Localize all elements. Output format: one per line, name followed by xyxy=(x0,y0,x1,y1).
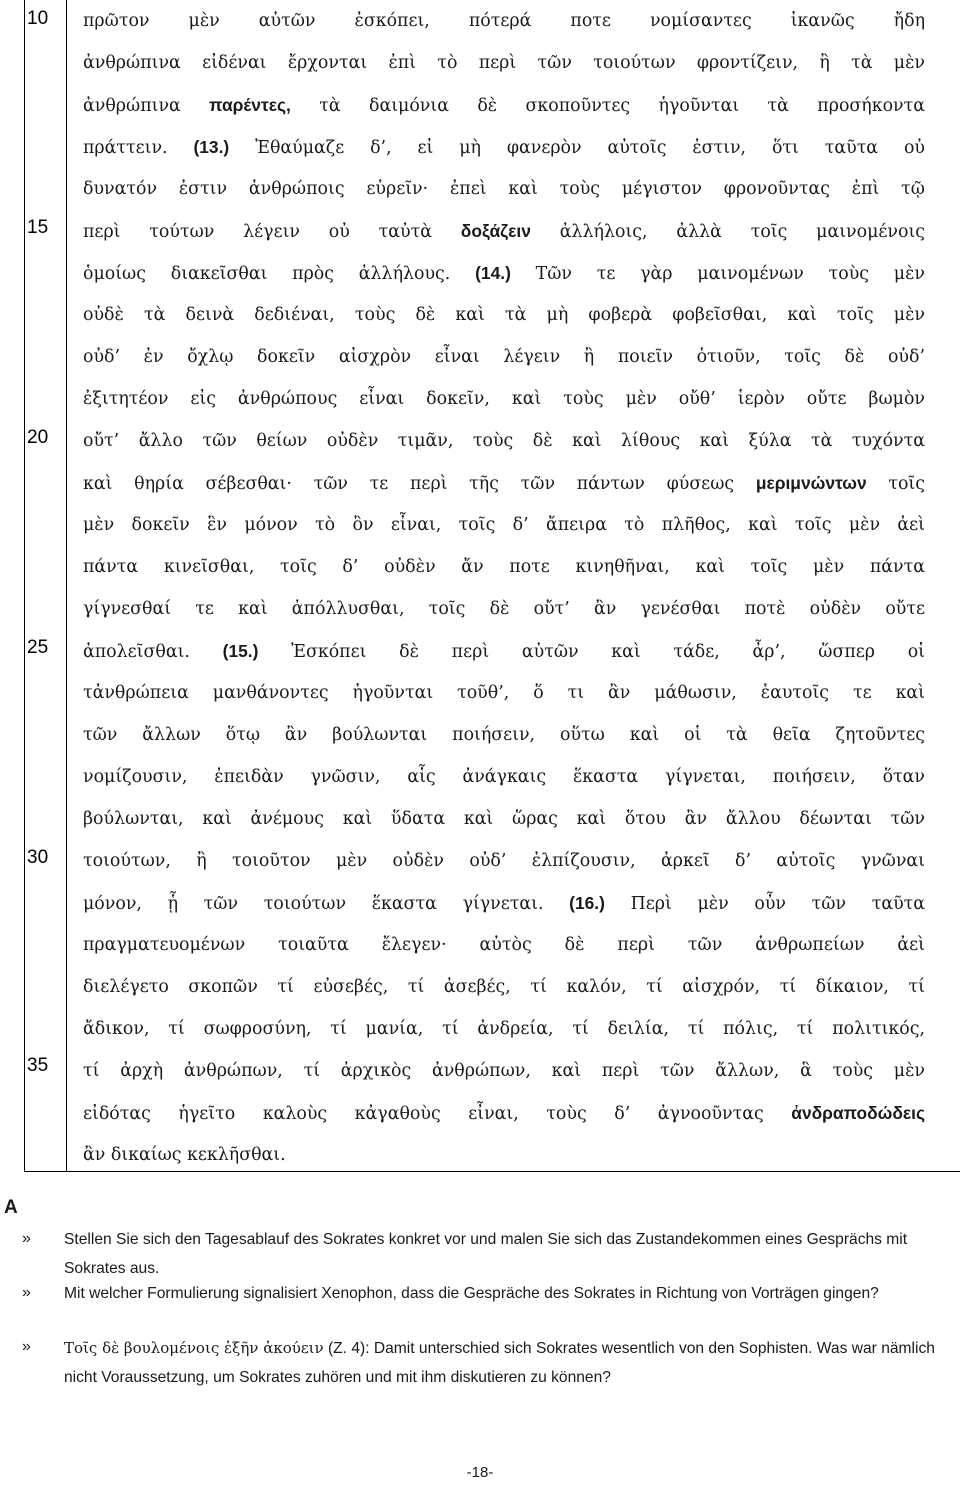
greek-line: τῶν ἄλλων ὅτῳ ἂν βούλωνται ποιήσειν, οὕτω καὶ οἱ τὰ θεῖα ζητοῦντες xyxy=(83,725,925,745)
greek-line: δυνατόν ἐστιν ἀνθρώποις εὑρεῖν· ἐπεὶ καὶ τοὺς μέγιστον φρονοῦντας ἐπὶ τῷ xyxy=(83,179,925,199)
question-3-text: (Z. 4): Damit unterschied sich Sokrates wesentlich von den Sophisten. Was war nämlich nicht Voraussetzung, um Sokrates zuhören und mit ihm diskutieren zu können? xyxy=(64,1340,935,1386)
greek-line: πραγματευομένων τοιαῦτα ἔλεγεν· αὐτὸς δὲ περὶ τῶν ἀνθρωπείων ἀεὶ xyxy=(83,935,925,955)
greek-line xyxy=(83,630,925,672)
greek-line: ἀνθρώπινα εἰδέναι ἔρχονται ἐπὶ τὸ περὶ τῶν τοιούτων φροντίζειν, ἢ τὰ μὲν xyxy=(83,53,925,73)
bullet: » xyxy=(22,1338,31,1355)
greek-line: πρῶτον μὲν αὐτῶν ἐσκόπει, πότερά ποτε νομίσαντες ἱκανῶς ἤδη xyxy=(83,11,925,31)
greek-text: τοῖς xyxy=(866,474,925,494)
vocab-word: παρέντες, xyxy=(209,95,291,115)
line-number-25: 25 xyxy=(27,637,49,658)
greek-line: πάντα κινεῖσθαι, τοῖς δ’ οὐδὲν ἄν ποτε κινηθῆναι, καὶ τοῖς μὲν πάντα xyxy=(83,557,925,577)
greek-text: περὶ τούτων λέγειν οὐ ταὐτὰ xyxy=(83,222,461,242)
greek-line: γίγνεσθαί τε καὶ ἀπόλλυσθαι, τοῖς δὲ οὔτ’ ἂν γενέσθαι ποτὲ οὐδὲν οὔτε xyxy=(83,599,925,619)
greek-text: πράττειν. xyxy=(83,138,194,158)
greek-text: εἰδότας ἡγεῖτο καλοὺς κἀγαθοὺς εἶναι, τοὺς δ’ ἀγνοοῦντας xyxy=(83,1104,792,1124)
greek-line: οὔτ’ ἄλλο τῶν θείων οὐδὲν τιμᾶν, τοὺς δὲ καὶ λίθους καὶ ξύλα τὰ τυχόντα xyxy=(83,431,925,451)
greek-text: ἀνθρώπινα xyxy=(83,96,210,116)
section-marker: (15.) xyxy=(222,641,259,661)
bullet: » xyxy=(22,1230,31,1247)
greek-line: μὲν δοκεῖν ἓν μόνον τὸ ὂν εἶναι, τοῖς δ’ ἄπειρα τὸ πλῆθος, καὶ τοῖς μὲν ἀεὶ xyxy=(83,515,925,535)
greek-line xyxy=(83,462,925,504)
greek-line: οὐδ’ ἐν ὄχλῳ δοκεῖν αἰσχρὸν εἶναι λέγειν ἢ ποιεῖν ὁτιοῦν, τοῖς δὲ οὐδ’ xyxy=(83,347,925,367)
greek-line: ἄδικον, τί σωφροσύνη, τί μανία, τί ἀνδρεία, τί δειλία, τί πόλις, τί πολιτικός, xyxy=(83,1019,925,1039)
greek-line xyxy=(83,84,925,126)
greek-line: οὐδὲ τὰ δεινὰ δεδιέναι, τοὺς δὲ καὶ τὰ μὴ φοβερὰ φοβεῖσθαι, καὶ τοῖς μὲν xyxy=(83,305,925,325)
greek-line xyxy=(83,210,925,252)
line-number-20: 20 xyxy=(27,427,49,448)
greek-line xyxy=(83,126,925,168)
line-number-divider xyxy=(66,0,67,1172)
greek-line: τί ἀρχὴ ἀνθρώπων, τί ἀρχικὸς ἀνθρώπων, καὶ περὶ τῶν ἄλλων, ἃ τοὺς μὲν xyxy=(83,1061,925,1081)
greek-text: Περὶ μὲν οὖν τῶν ταῦτα xyxy=(604,894,925,914)
section-marker: (14.) xyxy=(475,263,511,283)
greek-line xyxy=(83,252,925,294)
greek-text: ἀλλήλοις, ἀλλὰ τοῖς μαινομένοις xyxy=(530,222,925,242)
vocab-word: ἀνδραποδώδεις xyxy=(791,1103,925,1123)
greek-line: τἀνθρώπεια μανθάνοντες ἡγοῦνται τοῦθ’, ὅ τι ἂν μάθωσιν, ἑαυτοῖς τε καὶ xyxy=(83,683,925,703)
greek-text: καὶ θηρία σέβεσθαι· τῶν τε περὶ τῆς τῶν πάντων φύσεως xyxy=(83,474,756,494)
greek-line: διελέγετο σκοπῶν τί εὐσεβές, τί ἀσεβές, τί καλόν, τί αἰσχρόν, τί δίκαιον, τί xyxy=(83,977,925,997)
greek-text: ὁμοίως διακεῖσθαι πρὸς ἀλλήλους. xyxy=(83,264,476,284)
greek-text: Ἐθαύμαζε δ’, εἰ μὴ φανερὸν αὐτοῖς ἐστιν, ὅτι ταῦτα οὐ xyxy=(229,138,925,158)
line-number-10: 10 xyxy=(27,8,49,29)
line-number-35: 35 xyxy=(27,1055,49,1076)
question-1: Stellen Sie sich den Tagesablauf des Sokrates konkret vor und malen Sie sich das Zustandekommen eines Gesprächs mit Sokrates aus. xyxy=(64,1231,908,1277)
greek-line xyxy=(83,882,925,924)
greek-text: Τῶν τε γὰρ μαινομένων τοὺς μὲν xyxy=(510,264,925,284)
line-number-30: 30 xyxy=(27,847,49,868)
greek-line: ἐξιτητέον εἰς ἀνθρώπους εἶναι δοκεῖν, καὶ τοὺς μὲν οὔθ’ ἱερὸν οὔτε βωμὸν xyxy=(83,389,925,409)
vocab-word: δοξάζειν xyxy=(460,221,531,241)
greek-line: βούλωνται, καὶ ἀνέμους καὶ ὕδατα καὶ ὥρας καὶ ὅτου ἂν ἄλλου δέωνται τῶν xyxy=(83,809,925,829)
section-marker: (16.) xyxy=(569,893,605,913)
greek-text: τὰ δαιμόνια δὲ σκοποῦντες ἡγοῦνται τὰ προσήκοντα xyxy=(290,96,925,116)
page-number: -18- xyxy=(466,1464,494,1481)
greek-text: Ἐσκόπει δὲ περὶ αὐτῶν καὶ τάδε, ἆρ’, ὥσπερ οἱ xyxy=(258,642,925,662)
greek-quote: Τοῖς δὲ βουλομένοις ἐξῆν ἀκούειν xyxy=(64,1339,324,1357)
greek-line: ἂν δικαίως κεκλῆσθαι. xyxy=(83,1145,286,1165)
line-number-15: 15 xyxy=(27,217,49,238)
section-a-label: A xyxy=(4,1197,18,1218)
greek-line xyxy=(83,1092,925,1134)
question-3 xyxy=(64,1334,958,1392)
section-marker: (13.) xyxy=(193,137,230,157)
bullet: » xyxy=(22,1284,31,1301)
vocab-word: μεριμνώντων xyxy=(755,473,867,493)
greek-line: τοιούτων, ἢ τοιοῦτον μὲν οὐδὲν οὐδ’ ἐλπίζουσιν, ἀρκεῖ δ’ αὐτοῖς γνῶναι xyxy=(83,851,925,871)
greek-line: νομίζουσιν, ἐπειδὰν γνῶσιν, αἷς ἀνάγκαις ἕκαστα γίγνεται, ποιήσειν, ὅταν xyxy=(83,767,925,787)
greek-text: ἀπολεῖσθαι. xyxy=(83,642,223,662)
question-2: Mit welcher Formulierung signalisiert Xenophon, dass die Gespräche des Sokrates in Richtung von Vorträgen gingen? xyxy=(64,1285,879,1302)
greek-text: μόνον, ᾗ τῶν τοιούτων ἕκαστα γίγνεται. xyxy=(83,894,570,914)
